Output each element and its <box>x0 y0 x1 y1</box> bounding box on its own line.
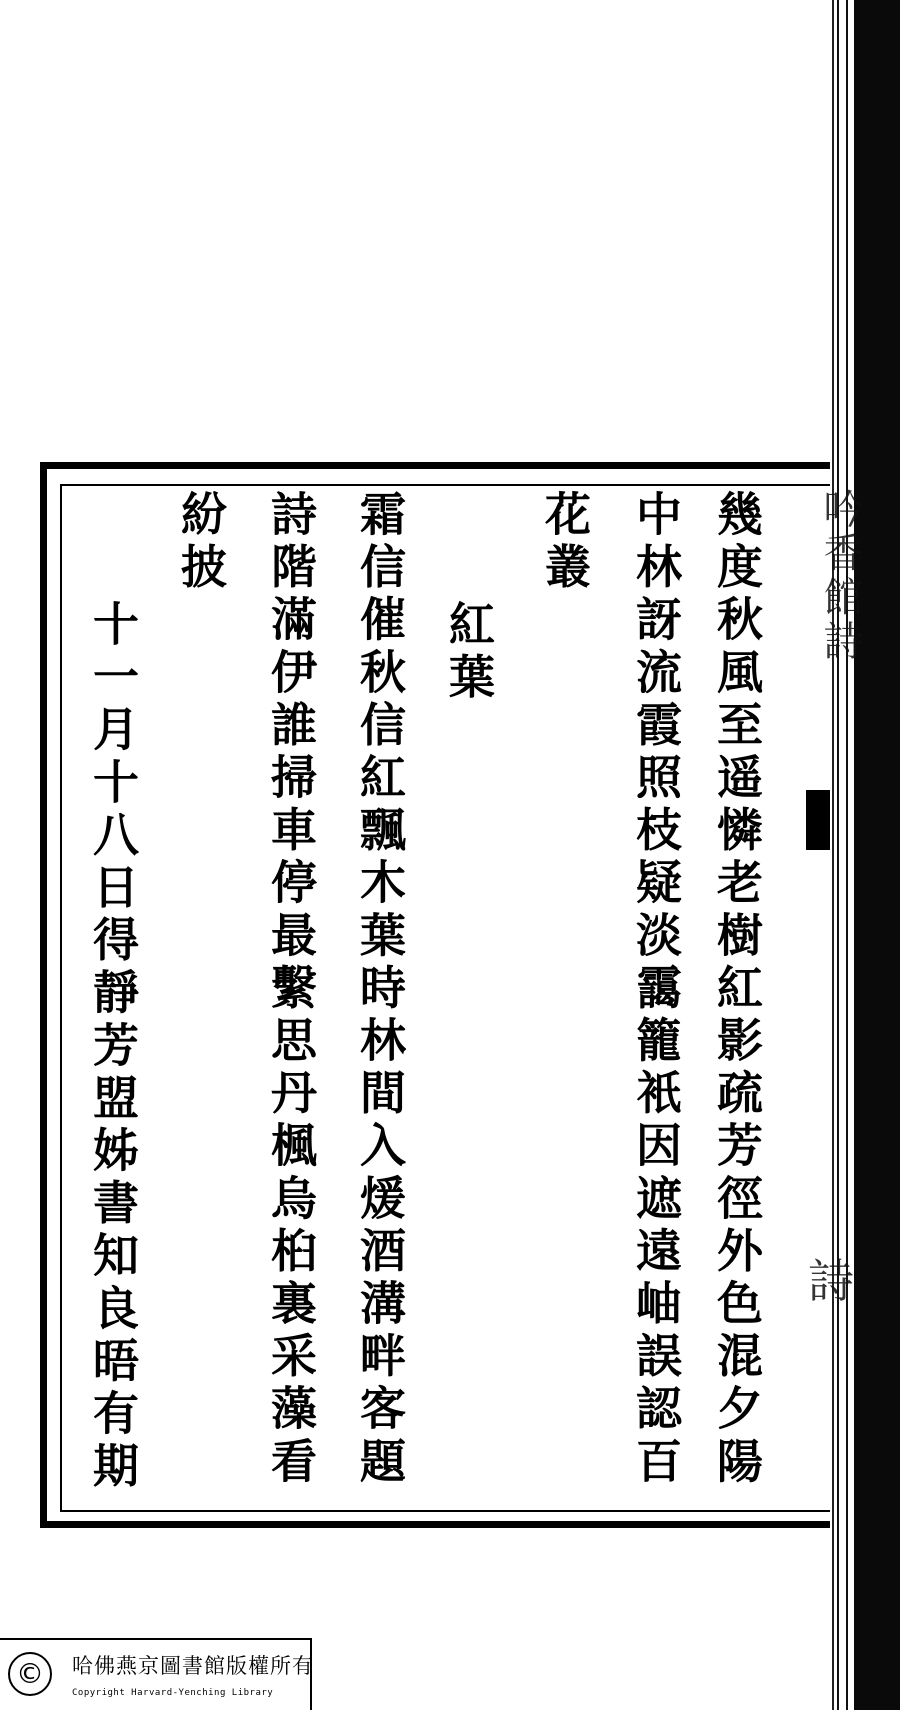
fishtail-mark <box>806 790 830 850</box>
copyright-stamp <box>0 1638 312 1710</box>
poem-title-column-2: 十一月十八日得靜芳盟姊書知良晤有期 <box>86 600 140 1495</box>
margin-character: 詩 <box>808 1254 854 1308</box>
text-column-1: 幾度秋風至遥憐老樹紅影疏芳徑外色混夕陽 <box>710 490 764 1490</box>
poem-title-column: 紅葉 <box>442 600 496 706</box>
page-edge-stack <box>834 0 854 1710</box>
text-column-6: 詩階滿伊誰掃車停最繫思丹楓烏桕裏采藻看 <box>264 490 318 1490</box>
copyright-icon: © <box>8 1652 52 1696</box>
text-column-7: 紛披 <box>174 490 228 596</box>
running-header: 吟香館詩 <box>817 488 863 664</box>
text-column-5: 霜信催秋信紅飄木葉時林間入煖酒溝畔客題 <box>353 490 407 1490</box>
text-column-2: 中林訝流霞照枝疑淡靄籠衹因遮遠岫誤認百 <box>629 490 683 1490</box>
text-column-3: 花叢 <box>538 490 592 596</box>
copyright-english: Copyright Harvard-Yenching Library <box>72 1688 274 1698</box>
copyright-chinese: 哈佛燕京圖書館版權所有 <box>72 1654 314 1678</box>
book-spine <box>854 0 900 1710</box>
